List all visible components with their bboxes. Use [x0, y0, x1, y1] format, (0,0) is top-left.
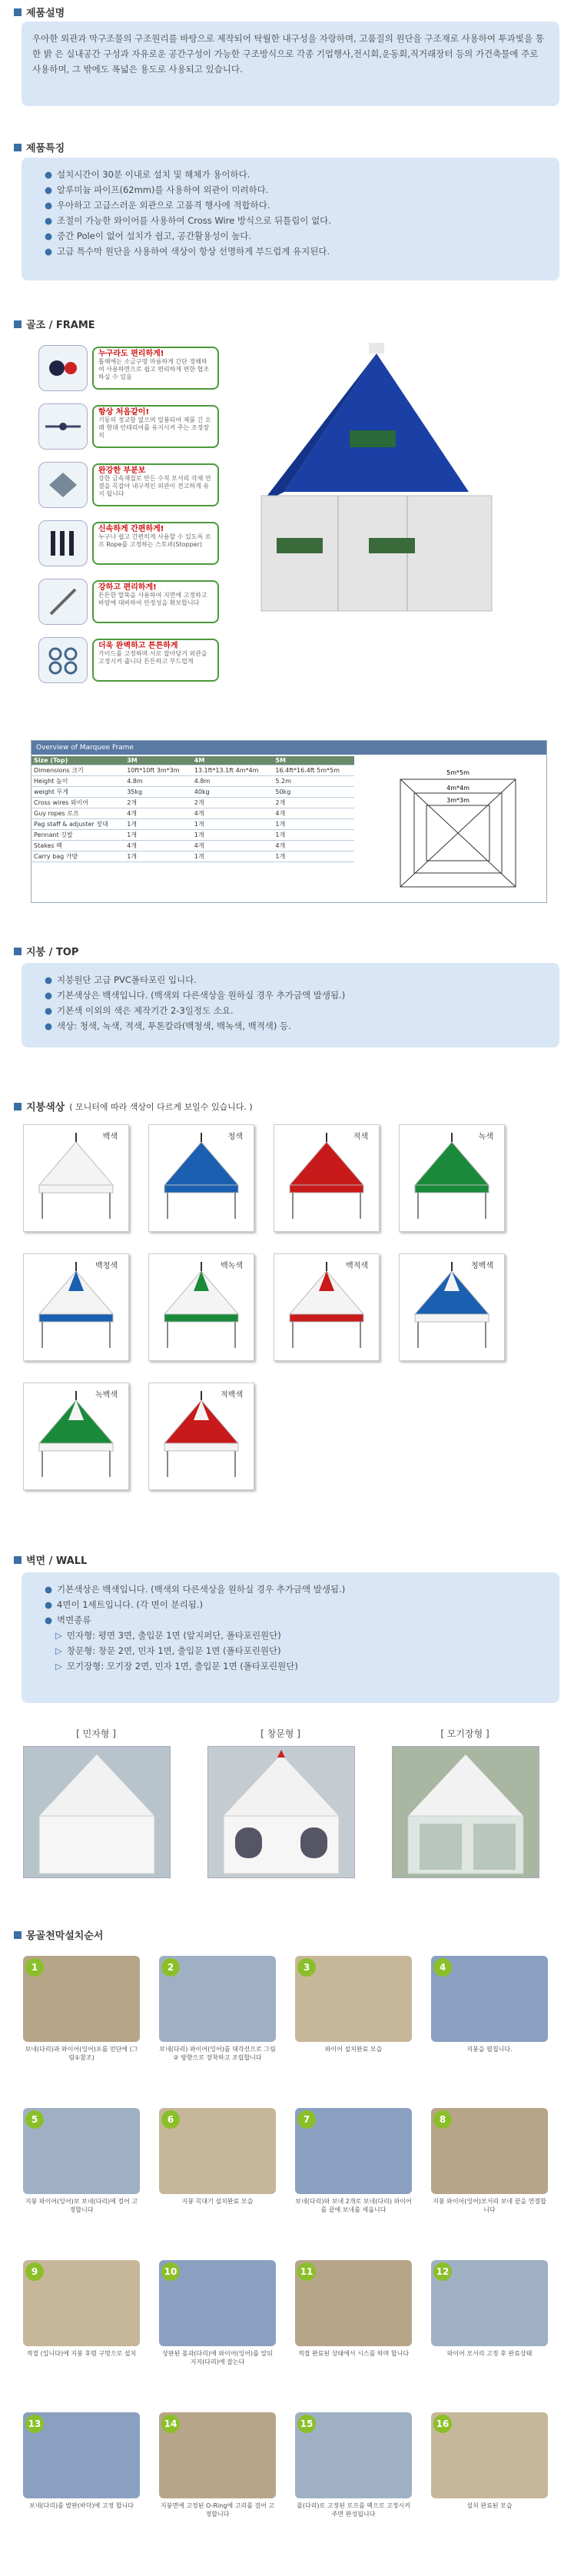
step-photo — [295, 2260, 412, 2346]
step-number: 2 — [161, 1958, 180, 1977]
step-number: 7 — [297, 2110, 316, 2129]
step-caption: 보네(다리)과 와이어(잉어)포를 얻단에 (그림①참조) — [25, 2046, 138, 2061]
install-step — [295, 2260, 412, 2385]
step-photo — [159, 2108, 276, 2194]
roof-color-tile — [23, 1124, 129, 1232]
ring-icon — [38, 637, 88, 683]
desc-box — [22, 22, 559, 106]
step-photo — [159, 2260, 276, 2346]
list-item: ● 우아하고 고급스러운 외관으로 고품격 행사에 적합하다. — [45, 200, 270, 211]
roof-color-tile — [274, 1253, 380, 1361]
list-item: ● 알루미늄 파이프(62mm)를 사용하여 외관이 미려하다. — [45, 184, 269, 195]
section-bullet-icon — [14, 320, 22, 328]
list-item: ▷ 창문형: 창문 2면, 민자 1면, 출입문 1면 (폴타포린원단) — [55, 1645, 281, 1656]
table-header: 3M — [124, 756, 192, 765]
step-caption: 지붕 와이어(잉어)모서리 보네 끝을 연결합니다 — [433, 2198, 546, 2213]
section-title: 제품설명 — [26, 8, 65, 19]
section-bullet-icon — [14, 8, 22, 16]
section-header-wall — [14, 1552, 87, 1567]
table-header: Size (Top) — [32, 756, 124, 765]
table-row: weight 무게 35kg 40kg 50kg — [32, 787, 354, 798]
tent-image — [254, 338, 507, 622]
tile-label: 백녹색 — [221, 1262, 243, 1270]
svg-text:3m*3m: 3m*3m — [446, 797, 470, 804]
section-bullet-icon — [14, 1931, 22, 1939]
step-photo — [295, 1956, 412, 2042]
step-caption: 폴(다리)로 고정된 로프를 팩으로 고정시켜 주면 완성됩니다 — [297, 2502, 410, 2518]
install-step — [431, 2260, 548, 2385]
section-title: 몽골천막설치순서 — [26, 1930, 104, 1942]
roof-color-tile — [23, 1253, 129, 1361]
wall-photo-mesh — [392, 1746, 539, 1878]
step-photo — [431, 2412, 548, 2498]
list-item: ● 기본색상은 백색입니다. (백색외 다른색상을 원하실 경우 추가금액 발생됨.) — [45, 1584, 346, 1595]
tile-label: 백청색 — [95, 1262, 118, 1270]
step-caption: 와이어 설치완료 모습 — [324, 2046, 383, 2053]
install-step — [23, 1956, 140, 2080]
desc-text: 우아한 외관과 막구조물의 구조원리를 바탕으로 제작되어 탁월한 내구성을 자랑하며, 고품질의 원단을 구조재로 사용하여 투과빛을 통한 밝 은 실내공간 구성과 자유로운 공간구성이 가능한 구조방식으로 각종 기업행사,전시회,운동회,직거래장터 등의 가건축물에 주로 사용하며, 그 밖에도 폭넓은 용도로 사용되고 있습니다. — [32, 33, 544, 75]
list-item: ● 색상: 청색, 녹색, 적색, 투톤칼라(백청색, 백녹색, 백적색) 등. — [45, 1021, 291, 1031]
step-number: 9 — [25, 2262, 44, 2281]
part-item: 더욱 완벽하고 튼튼하게 가이드를 고정하며 서로 잡아당겨 외관을 고정시켜 줍니다 튼튼하고 부드럽게 — [38, 636, 227, 684]
install-step — [159, 2260, 276, 2385]
roof-color-tile — [23, 1383, 129, 1490]
frame-illustration — [23, 338, 561, 699]
step-caption: 지붕 꼭대기 설치완료 모습 — [181, 2198, 254, 2205]
step-number: 4 — [433, 1958, 452, 1977]
install-step — [23, 2260, 140, 2385]
step-number: 12 — [433, 2262, 452, 2281]
tile-label: 적백색 — [221, 1391, 243, 1399]
list-item: ● 중간 Pole이 없어 설치가 쉽고, 공간활용성이 높다. — [45, 231, 252, 241]
install-step — [431, 2412, 548, 2537]
wall-photo-plain — [23, 1746, 171, 1878]
top-box — [22, 963, 559, 1047]
install-step — [23, 2108, 140, 2232]
list-item: ● 기본색 이외의 색은 제작기간 2-3일정도 소요. — [45, 1005, 234, 1016]
part-item: 강하고 편리하게! 튼튼한 말뚝을 사용하여 지면에 고정하고 바람에 대비하여 안정성을 확보합니다 — [38, 578, 227, 626]
section-title: 지붕 / TOP — [26, 947, 79, 958]
roof-color-tile — [148, 1253, 254, 1361]
table-row: Cross wires 와이어 2개 2개 2개 — [32, 798, 354, 808]
list-item: ● 4면이 1세트입니다. (각 면이 분리됨.) — [45, 1599, 204, 1610]
step-photo — [23, 2260, 140, 2346]
part-item: 완강한 부분보 강한 금속재질로 만든 수직 모서리 각재 연결을 꼭잡아 내구적인 외관이 견고하게 유지 됩니다 — [38, 461, 227, 509]
table-row: Pennant 깃발 1개 1개 1개 — [32, 830, 354, 841]
section-header-frame — [14, 317, 95, 331]
stake-icon — [38, 579, 88, 625]
install-step — [159, 2108, 276, 2232]
step-photo — [431, 2260, 548, 2346]
table-header: 5M — [273, 756, 354, 765]
list-item: ● 기본색상은 백색입니다. (백색외 다른색상을 원하실 경우 추가금액 발생됨.) — [45, 990, 346, 1001]
svg-text:4m*4m: 4m*4m — [446, 785, 470, 792]
install-step — [295, 1956, 412, 2080]
tile-label: 백색 — [102, 1133, 118, 1141]
size-diagram — [393, 764, 523, 895]
section-bullet-icon — [14, 144, 22, 151]
install-step — [295, 2108, 412, 2232]
pole-icon — [38, 403, 88, 450]
section-header-roofcolor — [14, 1099, 253, 1114]
section-header-install — [14, 1927, 103, 1942]
stopper-icon — [38, 520, 88, 566]
section-title: 지붕색상 — [26, 1102, 65, 1114]
step-number: 5 — [25, 2110, 44, 2129]
step-caption: 적절 완료된 상태에서 시스를 하며 합니다 — [297, 2350, 410, 2357]
roof-color-tile — [148, 1124, 254, 1232]
install-step — [159, 1956, 276, 2080]
list-item: ● 벽면종류 — [45, 1615, 91, 1625]
joint-icon — [38, 462, 88, 508]
spec-header: Overview of Marquee Frame — [32, 741, 546, 755]
tile-label: 적색 — [353, 1133, 368, 1141]
section-title: 제품특징 — [26, 143, 65, 154]
install-step — [431, 2108, 548, 2232]
section-header-top — [14, 944, 78, 958]
section-note: ( 모니터에 따라 색상이 다르게 보일수 있습니다. ) — [69, 1101, 253, 1112]
features-box — [22, 158, 559, 281]
roof-color-tile — [274, 1124, 380, 1232]
cap-icon — [38, 345, 88, 391]
list-item: ● 조절이 가능한 와이어를 사용하여 Cross Wire 방식으로 뒤틀림이 없다. — [45, 215, 331, 226]
section-header-features — [14, 140, 65, 154]
list-item: ● 고급 특수막 원단을 사용하여 색상이 항상 선명하게 부드럽게 유지된다. — [45, 246, 330, 257]
spec-grid — [32, 756, 354, 862]
part-item: 누구라도 편리하게! 톱해에는 소금구멍 마름하게 간단 정해하여 사용하면으로 쉽고 편리하게 편한 협조하실 수 있음 — [38, 344, 227, 392]
table-row: Guy ropes 로프 4개 4개 4개 — [32, 808, 354, 819]
step-number: 8 — [433, 2110, 452, 2129]
step-caption: 보네(다리)와 보네 2개로 보네(다리) 와이어를 끝에 보네를 세웁니다 — [295, 2198, 412, 2213]
step-photo — [431, 2108, 548, 2194]
step-number: 15 — [297, 2415, 316, 2433]
step-number: 6 — [161, 2110, 180, 2129]
step-caption: 보네(다리)를 발판(바닥)에 고정 합니다 — [28, 2502, 134, 2509]
step-photo — [431, 1956, 548, 2042]
step-caption: 설치 완료된 모습 — [466, 2502, 513, 2509]
step-caption: 보네(다리) 와이어(잉어)를 대각선으로 그림 ② 방향으로 장착하고 조립합니다 — [159, 2046, 276, 2061]
spec-table — [31, 740, 547, 903]
wall-photo-window — [207, 1746, 355, 1878]
step-photo — [295, 2108, 412, 2194]
install-step — [431, 1956, 548, 2080]
table-row: Height 높이 4.8m 4.8m 5.2m — [32, 776, 354, 787]
step-caption: 지붕 와이어(잉어)보 보네(다리)에 걸어 고정합니다 — [25, 2198, 138, 2213]
step-caption: 지붕을 펼칩니다. — [466, 2046, 513, 2053]
wall-box — [22, 1572, 559, 1703]
part-item: 항상 처음같이! 기둥의 정교함 없으며 밀봉되어 제품 긴 오래 현대 인테리어를 유지시켜 주는 조정장치 — [38, 403, 227, 450]
table-row: Stakes 팩 4개 4개 4개 — [32, 841, 354, 851]
install-step — [23, 2412, 140, 2537]
step-photo — [159, 2412, 276, 2498]
section-title: 골조 / FRAME — [26, 320, 95, 331]
step-caption: 상판된 폴과(다리)에 와이어(잉어)를 앞뒤 지지(다리)에 잡는다 — [162, 2350, 273, 2365]
roof-color-tile — [399, 1124, 505, 1232]
table-header: 4M — [192, 756, 274, 765]
step-photo — [23, 1956, 140, 2042]
wall-caption: [ 모기장형 ] — [440, 1728, 489, 1739]
list-item: ● 지붕원단 고급 PVC폴타포린 입니다. — [45, 974, 197, 985]
section-bullet-icon — [14, 1103, 22, 1110]
step-caption: 지붕면에 고정된 O-Ring에 고리를 걸어 고정합니다 — [160, 2502, 275, 2518]
step-photo — [295, 2412, 412, 2498]
section-bullet-icon — [14, 1556, 22, 1564]
tile-label: 녹색 — [478, 1133, 493, 1141]
step-number: 10 — [161, 2262, 180, 2281]
section-bullet-icon — [14, 948, 22, 955]
wall-caption: [ 창문형 ] — [260, 1728, 300, 1739]
step-number: 16 — [433, 2415, 452, 2433]
list-item: ▷ 모기장형: 모기장 2면, 민자 1면, 출입문 1면 (폴타포린원단) — [55, 1661, 298, 1671]
list-item: ▷ 민자형: 평면 3면, 출입문 1면 (앞지퍼단, 폴타포린원단) — [55, 1630, 281, 1641]
step-number: 1 — [25, 1958, 44, 1977]
step-photo — [159, 1956, 276, 2042]
step-number: 13 — [25, 2415, 44, 2433]
step-caption: 적절 (입니다)에 지붕 후렴 구멍으로 설치 — [26, 2350, 137, 2357]
tile-label: 백적색 — [346, 1262, 368, 1270]
table-row: Pag staff & adjuster 장대 1개 1개 1개 — [32, 819, 354, 830]
step-number: 11 — [297, 2262, 316, 2281]
roof-color-tile — [148, 1383, 254, 1490]
table-row: Dimensions 크기 10ft*10ft 3m*3m 13.1ft*13.1ft 4m*4m 16.4ft*16.4ft 5m*5m — [32, 765, 354, 776]
part-item: 신속하게 간편하게! 누구나 쉽고 간편히게 사용할 수 있도록 로프 Rope를 고정하는 스토퍼(Stopper) — [38, 520, 227, 567]
install-step — [295, 2412, 412, 2537]
svg-text:5m*5m: 5m*5m — [446, 769, 470, 776]
list-item: ● 설치시간이 30분 이내로 설치 및 해체가 용이하다. — [45, 169, 251, 180]
wall-caption: [ 민자형 ] — [76, 1728, 116, 1739]
step-photo — [23, 2108, 140, 2194]
step-caption: 와이어 모서리 고정 후 완료상태 — [446, 2350, 533, 2357]
tile-label: 녹백색 — [95, 1391, 118, 1399]
section-title: 벽면 / WALL — [26, 1555, 88, 1567]
roof-color-tile — [399, 1253, 505, 1361]
table-row: Carry bag 가방 1개 1개 1개 — [32, 851, 354, 862]
step-number: 3 — [297, 1958, 316, 1977]
tile-label: 청백색 — [471, 1262, 493, 1270]
tile-label: 청색 — [227, 1133, 243, 1141]
step-photo — [23, 2412, 140, 2498]
step-number: 14 — [161, 2415, 180, 2433]
install-step — [159, 2412, 276, 2537]
section-header-desc — [14, 5, 65, 19]
